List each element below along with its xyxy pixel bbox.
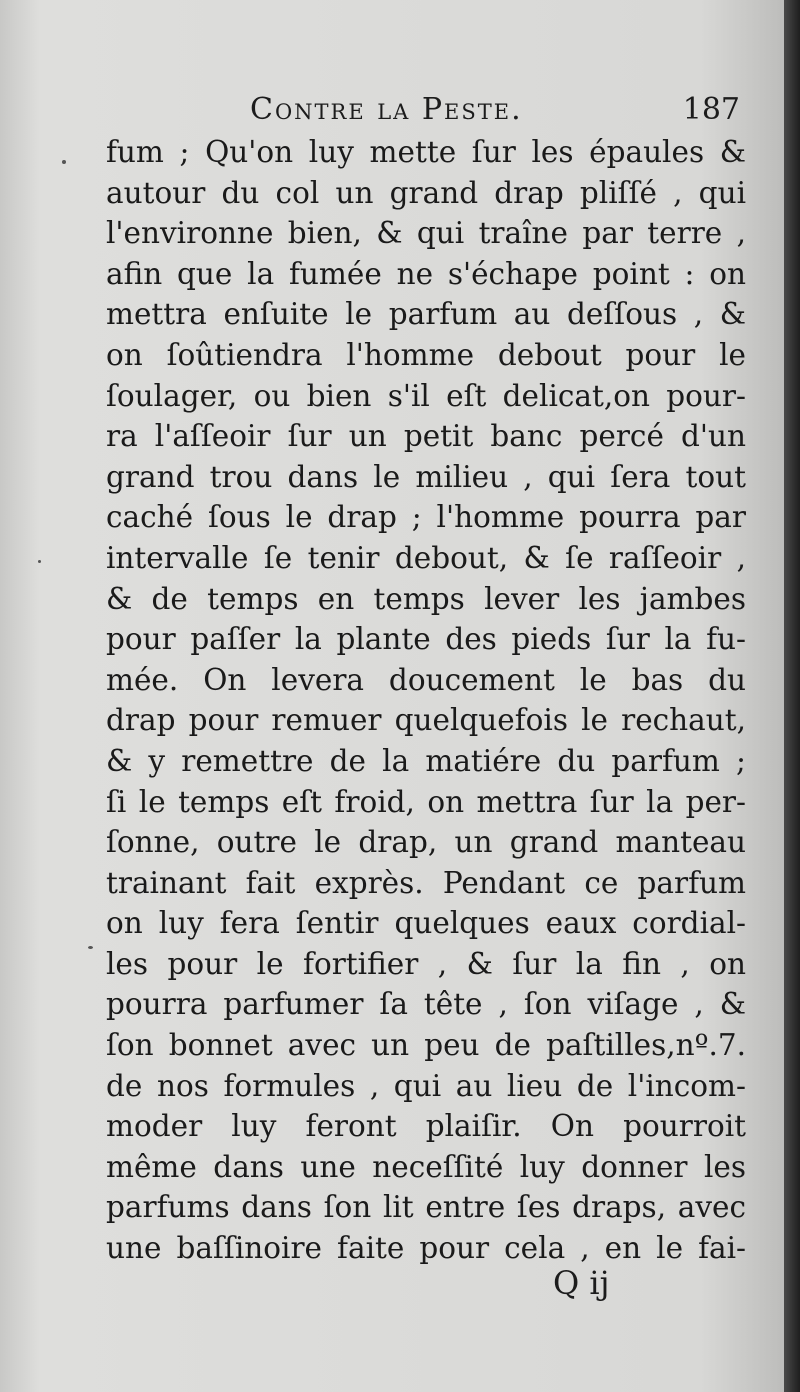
- text-line: afin que la fumée ne s'échape point : on: [106, 256, 746, 291]
- text-line: & y remettre de la matiére du parfum ;: [106, 743, 746, 778]
- paper-speck: [88, 946, 93, 949]
- text-line: mée. On levera doucement le bas du: [106, 662, 746, 697]
- text-line: de nos formules , qui au lieu de l'incom-: [106, 1068, 746, 1103]
- text-line: l'environne bien, & qui traîne par terre ,: [106, 216, 746, 251]
- paper-speck: [62, 160, 66, 164]
- text-line: on ſoûtiendra l'homme debout pour le: [106, 337, 746, 372]
- text-line: autour du col un grand drap pliſſé , qui: [106, 175, 746, 210]
- text-line: pour paſſer la plante des pieds ſur la fu-: [106, 622, 746, 657]
- text-line: ſi le temps eſt froid, on mettra ſur la per-: [106, 784, 746, 819]
- text-line: les pour le fortifier , & ſur la fin , on: [106, 946, 746, 981]
- text-line: moder luy feront plaiſir. On pourroit: [106, 1109, 746, 1144]
- text-line: drap pour remuer quelquefois le rechaut,: [106, 703, 746, 738]
- text-line: ra l'aſſeoir ſur un petit banc percé d'un: [106, 419, 746, 454]
- text-line: parfums dans ſon lit entre ſes draps, avec: [106, 1190, 746, 1225]
- text-line: ſon bonnet avec un peu de paſtilles,nº.7.: [106, 1028, 746, 1063]
- running-title: Contre la Peste.: [250, 92, 523, 127]
- text-line: même dans une neceſſité luy donner les: [106, 1149, 746, 1184]
- page-edge: [784, 0, 800, 1392]
- text-line: grand trou dans le milieu , qui ſera tout: [106, 459, 746, 494]
- text-line: mettra enſuite le parfum au deſſous , &: [106, 297, 746, 332]
- body-text: [106, 132, 746, 1269]
- text-line: caché ſous le drap ; l'homme pourra par: [106, 500, 746, 535]
- signature-mark: Q ij: [553, 1264, 610, 1302]
- paper-speck: [38, 560, 41, 563]
- text-line: trainant fait exprès. Pendant ce parfum: [106, 865, 746, 900]
- text-line: une baſſinoire faite pour cela , en le fai-: [106, 1231, 746, 1266]
- text-line: intervalle ſe tenir debout, & ſe raſſeoir ,: [106, 540, 746, 575]
- text-line: fum ; Qu'on luy mette ſur les épaules &: [106, 135, 746, 169]
- text-line: on luy fera ſentir quelques eaux cordial-: [106, 906, 746, 941]
- text-line: & de temps en temps lever les jambes: [106, 581, 746, 616]
- page-number: 187: [682, 92, 740, 127]
- text-line: pourra parfumer ſa tête , ſon viſage , &: [106, 987, 746, 1022]
- text-line: ſonne, outre le drap, un grand manteau: [106, 825, 746, 860]
- text-line: ſoulager, ou bien s'il eſt delicat,on pour-: [106, 378, 746, 413]
